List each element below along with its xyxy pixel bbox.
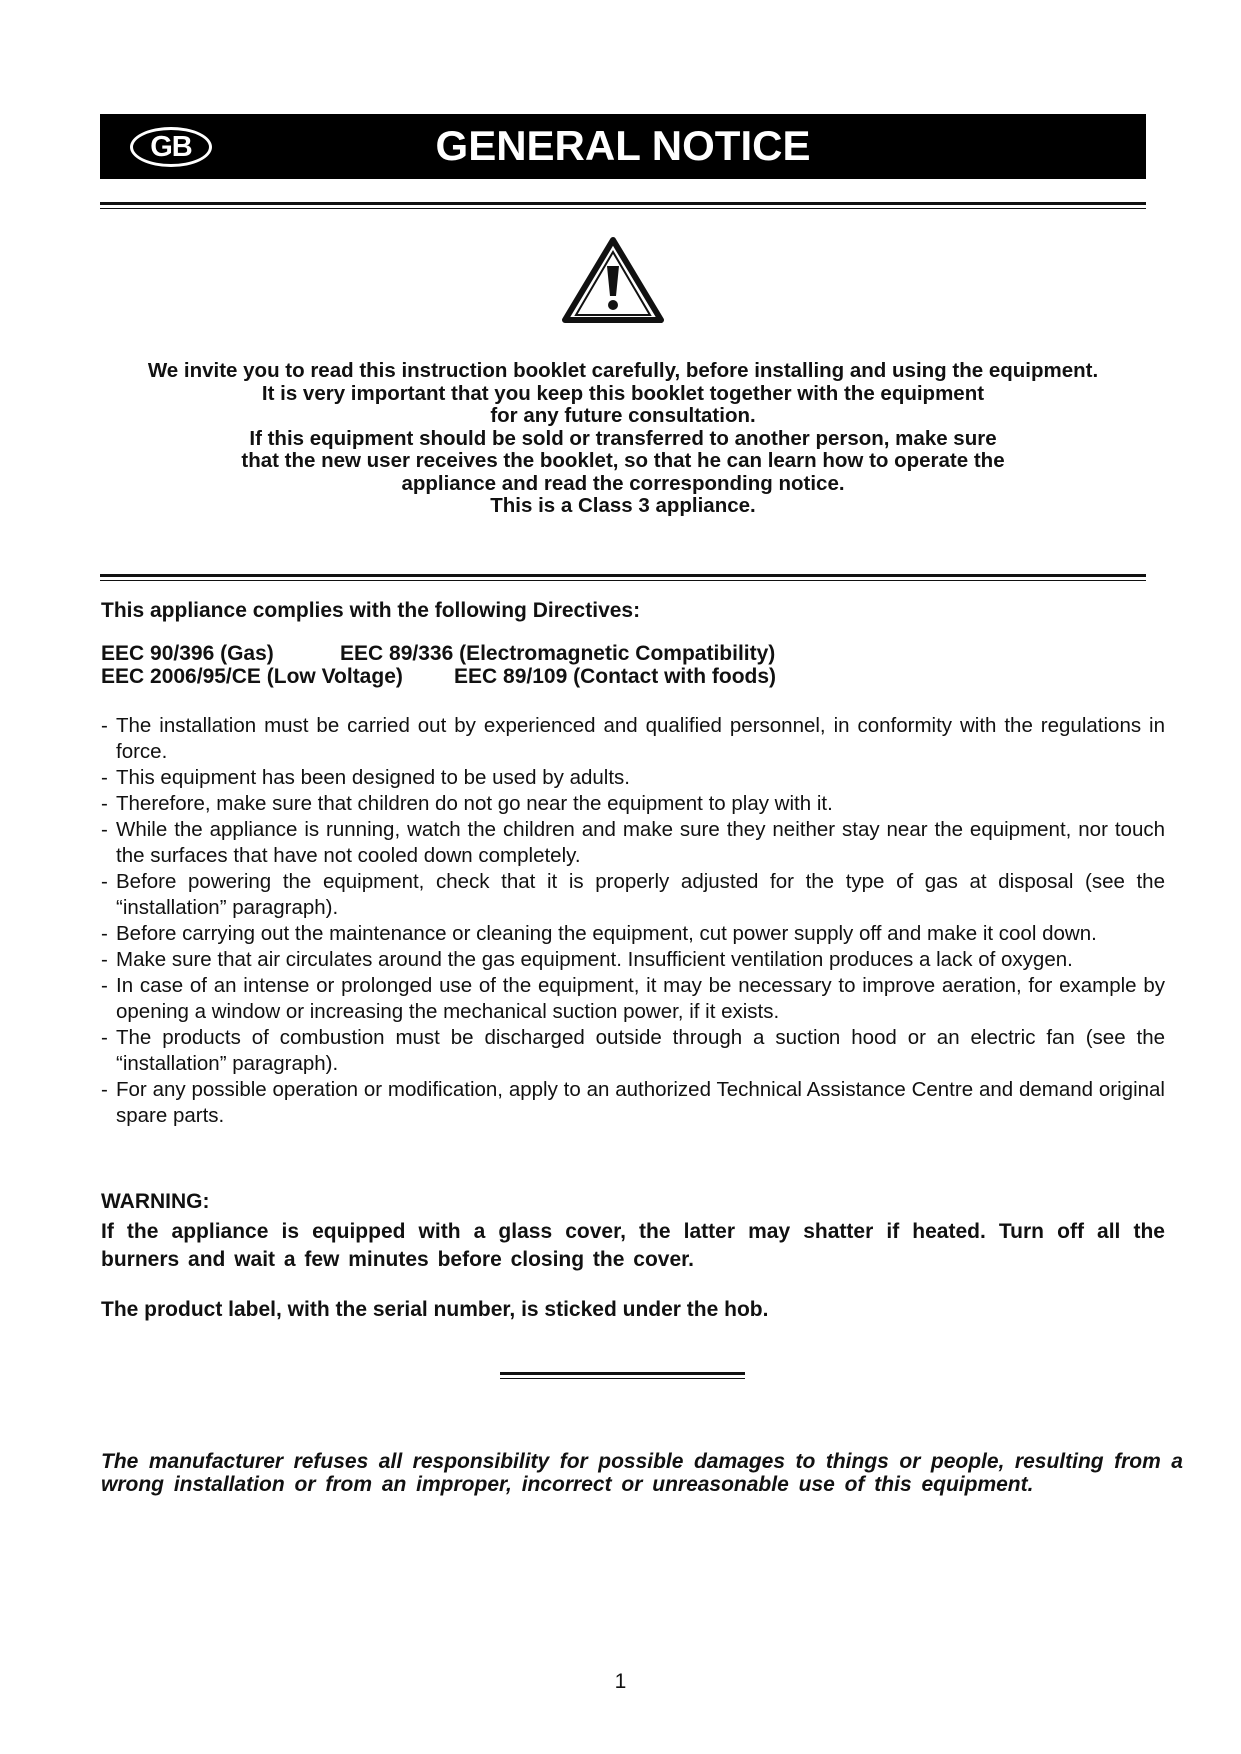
directive-row [101, 665, 776, 688]
list-item: - In case of an intense or prolonged use of the equipment, it may be necessary to improve aeration, for example by opening a window or increasing the mechanical suction power, if it exists. [101, 973, 1165, 1025]
list-item: - Before carrying out the maintenance or cleaning the equipment, cut power supply off and make it cool down. [101, 921, 1165, 947]
list-item: - While the appliance is running, watch the children and make sure they neither stay near the equipment, nor touch the surfaces that have not cooled down completely. [101, 817, 1165, 869]
directive-item: EEC 89/336 (Electromagnetic Compatibility) [340, 642, 776, 665]
directive-item: EEC 89/109 (Contact with foods) [454, 665, 777, 688]
divider-middle [100, 574, 1146, 581]
page-title: GENERAL NOTICE [435, 122, 811, 169]
directive-item: EEC 2006/95/CE (Low Voltage) [101, 665, 403, 688]
product-label-note: The product label, with the serial number, is sticked under the hob. [101, 1298, 769, 1321]
divider-top [100, 202, 1146, 209]
intro-line: This is a Class 3 appliance. [490, 494, 756, 517]
divider-short [500, 1372, 745, 1379]
list-item: - The products of combustion must be discharged outside through a suction hood or an electric fan (see the “installation” paragraph). [101, 1025, 1165, 1077]
intro-line: If this equipment should be sold or transferred to another person, make sure that the new user receives the booklet, so that he can learn how to operate the appliance and read the corresponding notice. [241, 426, 1005, 495]
header-bar [100, 114, 1146, 179]
list-item: - Before powering the equipment, check that it is properly adjusted for the type of gas at disposal (see the “installation” paragraph). [101, 869, 1165, 921]
list-item: - The installation must be carried out by experienced and qualified personnel, in conformity with the regulations in force. [101, 713, 1165, 765]
warning-text: If the appliance is equipped with a glass cover, the latter may shatter if heated. Turn off all the burners and wait a few minutes before closing the cover. [101, 1220, 1165, 1271]
intro-notice [100, 360, 1146, 518]
disclaimer: The manufacturer refuses all responsibility for possible damages to things or people, resulting from a wrong installation or from an improper, incorrect or unreasonable use of this equipment. [101, 1450, 1183, 1496]
warning-triangle-icon [561, 236, 665, 324]
intro-line: We invite you to read this instruction booklet carefully, before installing and using the equipment. [147, 359, 1099, 382]
intro-line: It is very important that you keep this booklet together with the equipment for any future consultation. [261, 381, 985, 427]
warning-label: WARNING: [101, 1190, 210, 1213]
page-number: 1 [614, 1670, 627, 1693]
directive-item: EEC 90/396 (Gas) [101, 642, 274, 665]
list-item: - Therefore, make sure that children do not go near the equipment to play with it. [101, 791, 1165, 817]
directives-heading: This appliance complies with the following Directives: [101, 599, 641, 622]
directives-list [101, 642, 776, 688]
safety-instructions-list [101, 713, 1165, 1129]
list-item: - Make sure that air circulates around the gas equipment. Insufficient ventilation produces a lack of oxygen. [101, 947, 1165, 973]
list-item: - This equipment has been designed to be used by adults. [101, 765, 1165, 791]
gb-badge: GB [130, 127, 212, 167]
list-item: - For any possible operation or modification, apply to an authorized Technical Assistance Centre and demand original spare parts. [101, 1077, 1165, 1129]
directive-row [101, 642, 776, 665]
